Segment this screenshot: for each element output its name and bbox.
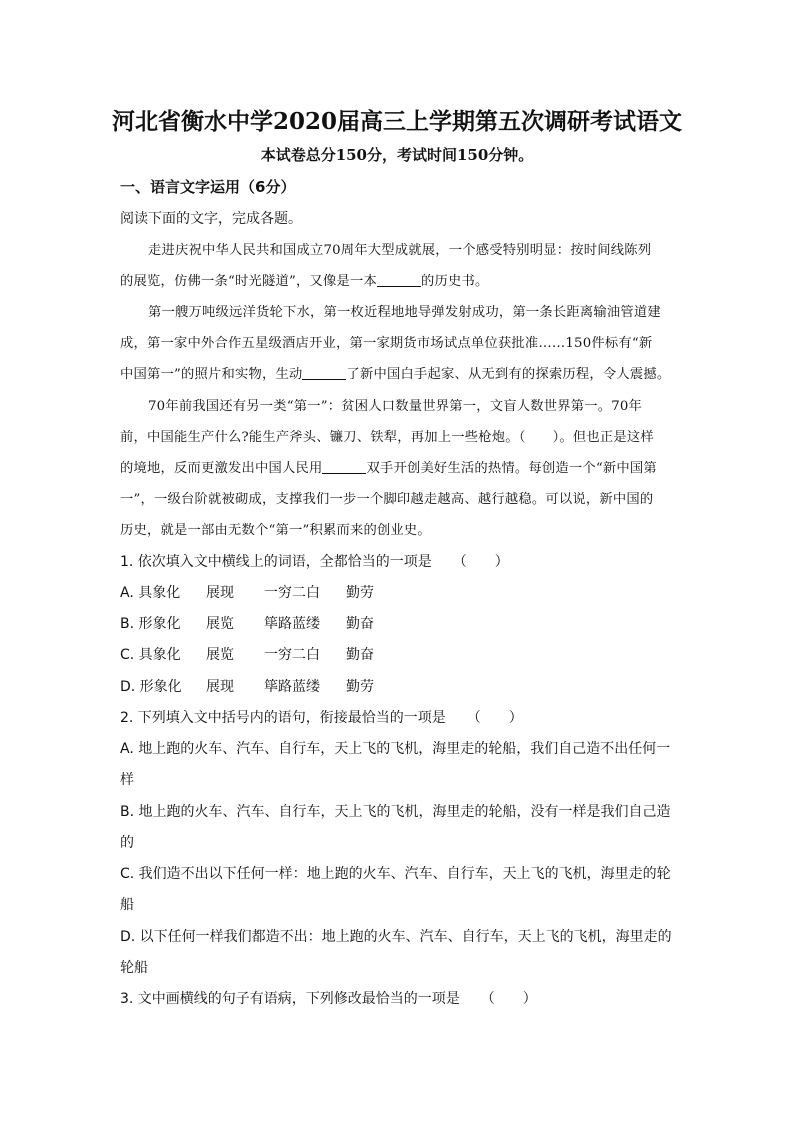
fill-blank — [302, 367, 346, 380]
fill-blank — [322, 461, 366, 474]
passage-line: 第一艘万吨级远洋货轮下水，第一枚近程地地导弹发射成功，第一条长距离输油管道建 — [148, 305, 661, 320]
passage-line — [120, 270, 676, 289]
option-word: 勤劳 — [346, 585, 374, 601]
option-word: 勤奋 — [346, 616, 374, 632]
option-word: 一穷二白 — [264, 647, 320, 663]
option-word: 展现 — [206, 679, 234, 695]
fill-blank — [377, 274, 421, 287]
passage-text: 了新中国白手起家、从无到有的探索历程，令人震撼。 — [346, 367, 671, 382]
q2-option-d: D. 以下任何一样我们都造不出：地上跑的火车、汽车、自行车，天上飞的飞机，海里走的 — [120, 929, 672, 945]
q2-option-a: A. 地上跑的火车、汽车、自行车，天上飞的飞机，海里走的轮船，我们自己造不出任何一 — [120, 741, 671, 757]
passage-line: 成，第一家中外合作五星级酒店开业，第一家期货市场试点单位获批准……150件标有“新 — [120, 336, 653, 351]
instruction: 阅读下面的文字，完成各题。 — [120, 211, 302, 227]
q2-option-b: B. 地上跑的火车、汽车、自行车，天上飞的飞机，海里走的轮船，没有一样是我们自己造 — [120, 804, 671, 820]
option-word: C. 具象化 — [120, 647, 181, 663]
passage-text: 的展览，仿佛一条“时光隧道”，又像是一本 — [120, 274, 377, 289]
q1-option-a — [120, 582, 374, 602]
passage-line — [120, 363, 676, 382]
passage-line: 前，中国能生产什么?能生产斧头、镰刀、铁犁，再加上一些枪炮。（ ）。但也正是这样 — [120, 430, 654, 445]
q2-option-b-cont: 的 — [120, 835, 134, 851]
passage-line: 70年前我国还有另一类“第一”：贫困人口数量世界第一，文盲人数世界第一。70年 — [148, 399, 643, 414]
option-word: B. 形象化 — [120, 616, 181, 632]
option-word: A. 具象化 — [120, 585, 181, 601]
q1-option-c — [120, 644, 374, 664]
option-word: 展览 — [206, 647, 234, 663]
option-word: 展现 — [206, 585, 234, 601]
q2-option-c: C. 我们造不出以下任何一样：地上跑的火车、汽车、自行车，天上飞的飞机，海里走的轮 — [120, 866, 671, 882]
option-word: 展览 — [206, 616, 234, 632]
q1-option-d — [120, 676, 374, 696]
exam-info: 本试卷总分150分，考试时间150分钟。 — [260, 146, 534, 164]
option-word: D. 形象化 — [120, 679, 182, 695]
passage-text: 中国第一”的照片和实物，生动 — [120, 367, 303, 382]
q2-option-d-cont: 轮船 — [120, 960, 148, 976]
q1-option-b — [120, 613, 374, 633]
passage-text: 的历史书。 — [420, 274, 489, 289]
q2-option-c-cont: 船 — [120, 897, 134, 913]
passage-text: 的境地，反而更激发出中国人民用 — [120, 461, 323, 476]
option-word: 一穷二白 — [264, 585, 320, 601]
document-title: 河北省衡水中学2020届高三上学期第五次调研考试语文 — [111, 108, 682, 135]
option-word: 筚路蓝缕 — [264, 616, 320, 632]
question-1-stem: 1. 依次填入文中横线上的词语，全都恰当的一项是 （ ） — [120, 554, 509, 570]
q2-option-a-cont: 样 — [120, 772, 134, 788]
section-heading: 一、语言文字运用（6分） — [120, 178, 296, 196]
passage-line — [120, 457, 676, 476]
option-word: 勤劳 — [346, 679, 374, 695]
passage-line: 历史，就是一部由无数个“第一”积累而来的创业史。 — [120, 523, 431, 538]
option-word: 勤奋 — [346, 647, 374, 663]
passage-text: 双手开创美好生活的热情。每创造一个“新中国第 — [366, 461, 657, 476]
option-word: 筚路蓝缕 — [264, 679, 320, 695]
question-3-stem: 3. 文中画横线的句子有语病，下列修改最恰当的一项是 （ ） — [120, 991, 537, 1007]
passage-line: 走进庆祝中华人民共和国成立70周年大型成就展，一个感受特别明显：按时间线陈列 — [148, 243, 652, 258]
passage-line: 一”，一级台阶就被砌成，支撑我们一步一个脚印越走越高、越行越稳。可以说，新中国的 — [120, 492, 654, 507]
question-2-stem: 2. 下列填入文中括号内的语句，衔接最恰当的一项是 （ ） — [120, 710, 523, 726]
